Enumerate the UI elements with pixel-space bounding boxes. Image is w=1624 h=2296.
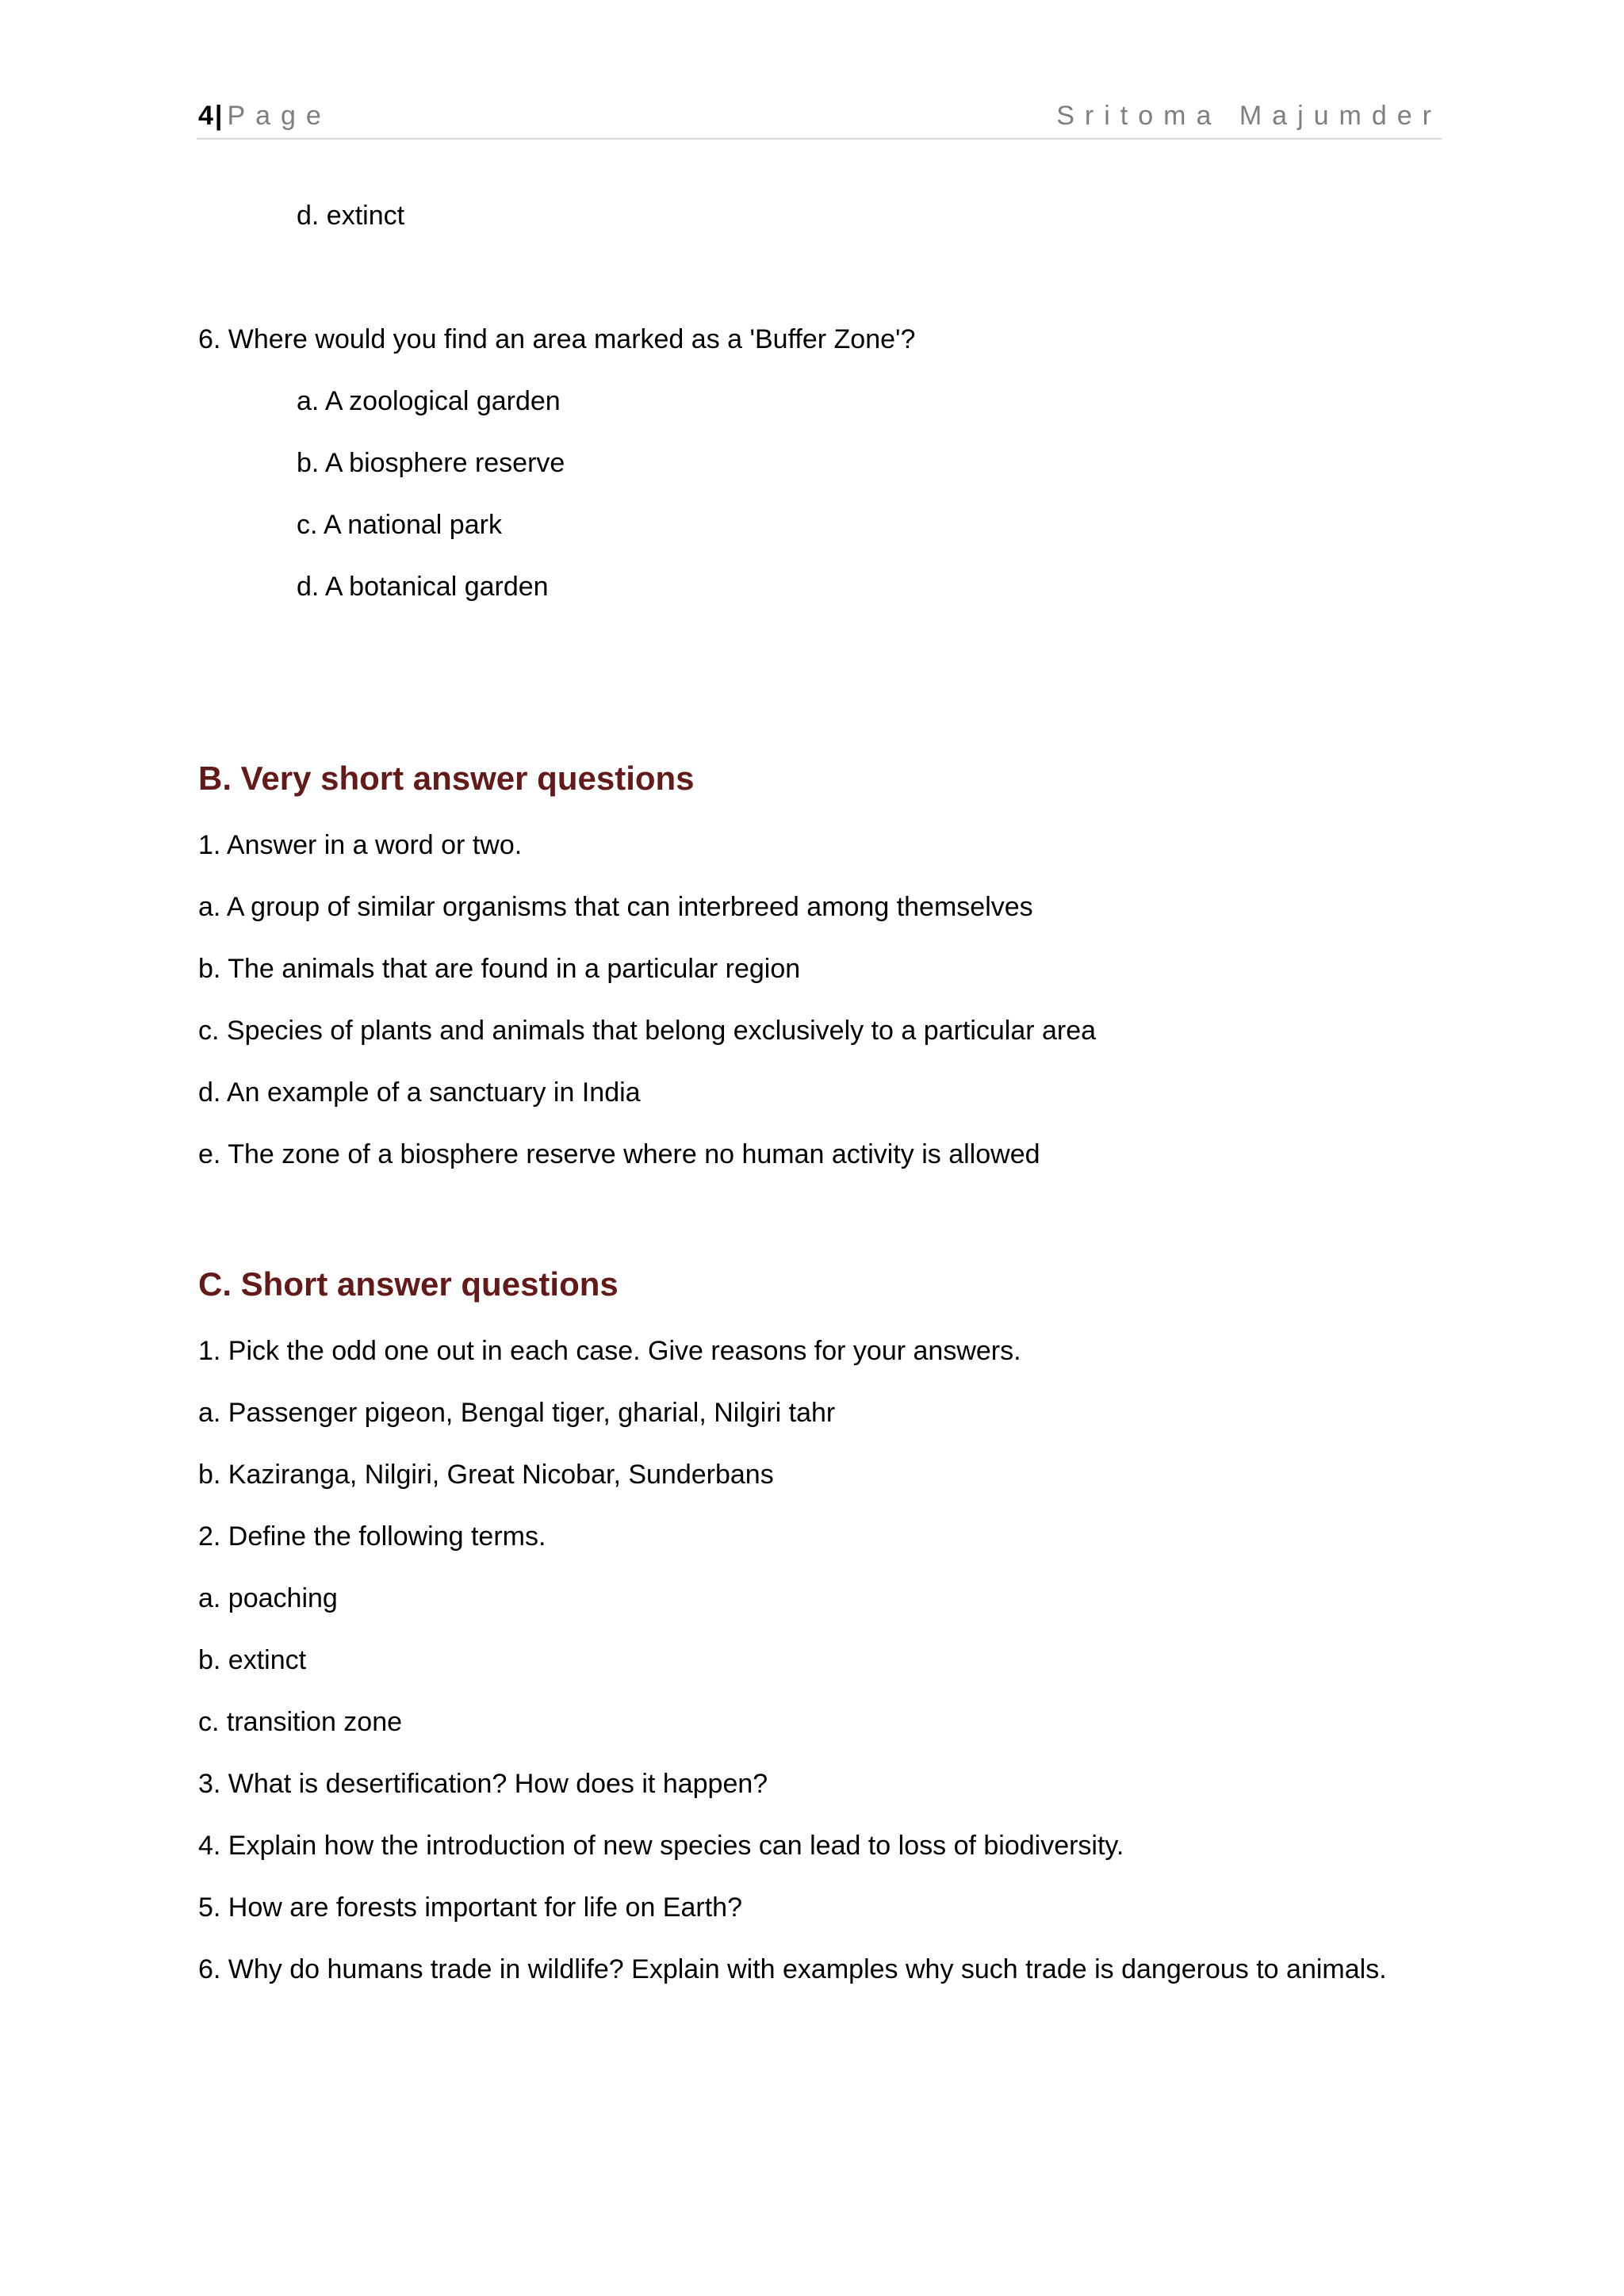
section-c-line: 1. Pick the odd one out in each case. Give reasons for your answers. [198,1336,1021,1366]
q6-option-b: b. A biosphere reserve [297,448,565,478]
section-b-line: b. The animals that are found in a particular region [198,954,801,984]
q6-option-a: a. A zoological garden [297,386,561,416]
section-c-line: 6. Why do humans trade in wildlife? Explain with examples why such trade is dangerous to animals. [198,1954,1387,1984]
section-c-line: 3. What is desertification? How does it happen? [198,1769,768,1799]
q6-question: 6. Where would you find an area marked as a 'Buffer Zone'? [198,324,916,354]
section-b-line: 1. Answer in a word or two. [198,830,523,860]
section-c-line: 2. Define the following terms. [198,1521,546,1552]
section-b-heading: B. Very short answer questions [198,760,695,797]
section-b-line: d. An example of a sanctuary in India [198,1077,641,1108]
section-c-line: 4. Explain how the introduction of new species can lead to loss of biodiversity. [198,1831,1124,1861]
page-number: 4 [198,101,213,131]
section-c-line: a. Passenger pigeon, Bengal tiger, gharial, Nilgiri tahr [198,1398,836,1428]
section-c-heading: C. Short answer questions [198,1265,619,1303]
section-c-line: c. transition zone [198,1707,403,1737]
q6-option-c: c. A national park [297,510,502,540]
section-c-line: a. poaching [198,1583,338,1613]
q5-option-d: d. extinct [297,201,405,231]
page-header [197,97,1442,140]
page-separator: | [214,101,223,131]
section-c-line: b. Kaziranga, Nilgiri, Great Nicobar, Sunderbans [198,1460,774,1490]
page-word: Page [227,101,331,131]
section-c-line: 5. How are forests important for life on Earth? [198,1892,742,1923]
section-b-line: e. The zone of a biosphere reserve where no human activity is allowed [198,1139,1040,1169]
section-c-line: b. extinct [198,1645,307,1675]
page-label [198,97,331,135]
q6-option-d: d. A botanical garden [297,572,549,602]
author-name: Sritoma Majumder [1056,101,1442,131]
section-b-line: c. Species of plants and animals that belong exclusively to a particular area [198,1016,1097,1046]
section-b-line: a. A group of similar organisms that can interbreed among themselves [198,892,1033,922]
